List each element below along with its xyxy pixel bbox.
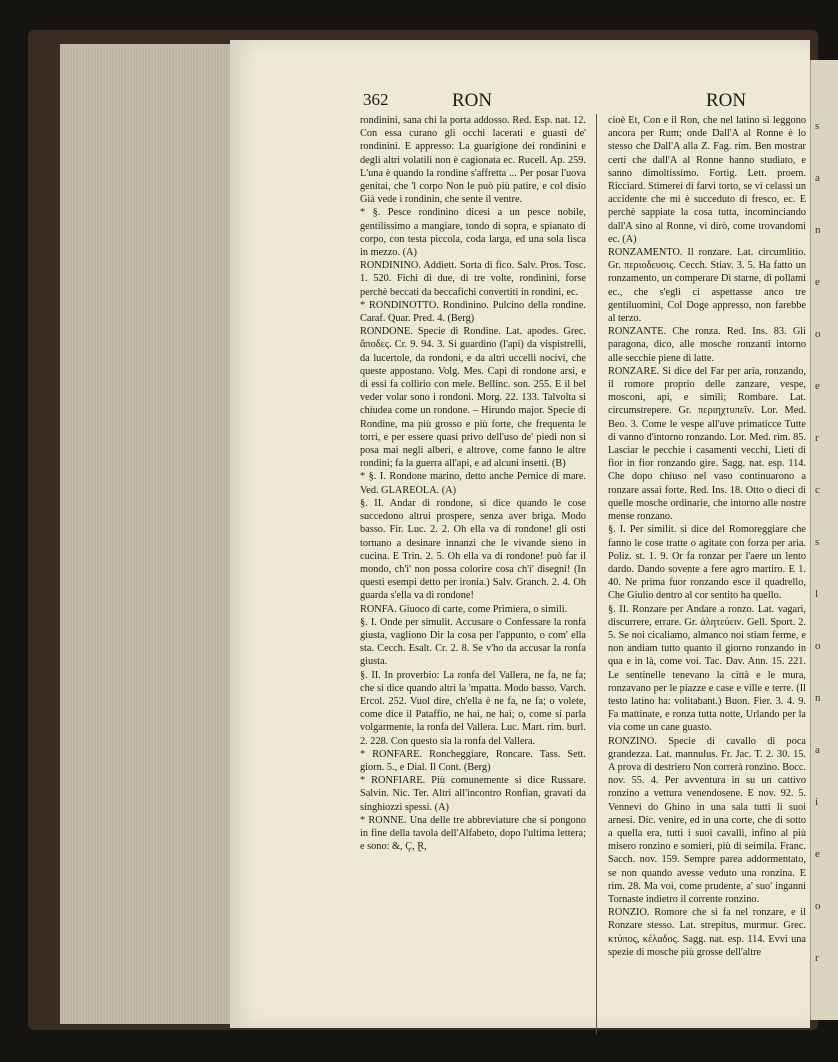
next-page-edge (810, 60, 838, 1020)
entry: §. I. Per similit. si dice del Romoreggiare che fanno le cose tratte o agitate con forza per aria. Poliz. st. 1. 9. Or fa ronzar per l'aere un lento dardo. Dando sovente a fere agro martiro. E 1. 40. Ne prima fuor ronzando esce il quadrello, Che Giulio dentro al cor sentito ha quello. (608, 524, 806, 602)
dictionary-page (230, 40, 810, 1028)
entry: RONZIO. Romore che si fa nel ronzare, e il Ronzare stesso. Lat. strepitus, murmur. Grec. κτύπος, κέλαδος. Sagg. nat. esp. 114. Evvi una spezie di mosche più grosse dell'altre (608, 907, 806, 958)
entry: RONFA. Giuoco di carte, come Primiera, o simili. (360, 603, 568, 615)
entry: §. II. In proverbio: La ronfa del Vallera, ne fa, ne fa; che si dice quando altri la 'mpatta. Modo basso. Varch. Ercol. 252. Vuol dire, ch'ella è ne fa, ne fa; o volete, come dice il Pataffio, ne hai, ne hai; o, come si parla volgarmente, la ronfa del Vallera. Luc. Mart. rim. burl. 2. 228. Con questo sia la ronfa del Vallera. (360, 669, 586, 747)
next-page-fragment: a (815, 744, 820, 756)
entry: * RONNE. Una delle tre abbreviature che si pongono in fine della tavola dell'Alfabeto, dopo l'ultima lettera; e sono: &, Ç, Ɽ, (360, 814, 586, 853)
next-page-fragment: s (815, 536, 820, 548)
entry: §. II. Andar di rondone, si dice quando le cose succedono altrui prospere, senza aver briga. Modo basso. Fir. Luc. 2. 2. Oh ella va di rondone! gli osti tornano a desinare innanzi che le vivande sieno in cucina. E Trin. 2. 5. Oh ella va di rondone! può far il mondo, ch'i' non possa colorire cosa ch'i' disegni! (In questi esempi detto per ironia.) Salv. Granch. 2. 4. Oh guarda s'ella va di rondone! (360, 497, 586, 602)
entry: * §. I. Rondone marino, detto anche Pernice di mare. Ved. GLAREOLA. (A) (360, 471, 586, 496)
next-page-fragment: i (815, 796, 819, 808)
next-page-fragment: c (815, 484, 820, 496)
next-page-fragment: s (815, 120, 820, 132)
entry: RONDININO. Addiett. Sorta di fico. Salv. Pros. Tosc. 1. 520. Fichi di due, di tre volte, rondinini, forse perchè beccati da beccafichi convertiti in rondini, ec. (360, 260, 586, 298)
entry: RONZANTE. Che ronza. Red. Ins. 83. Gli paragona, dico, alle mosche ronzanti intorno alle secchie piene di latte. (608, 326, 806, 364)
entry: cioè Et, Con e il Ron, che nel latino si leggono ancora per Rum; onde Dall'A al Ronne è lo stesso che Dall'A alla Z. Fag. rim. Ben mostrar certi che dall'A al Ronne hanno studiato, e sanno dimoltissimo. Fortig. Lett. proem. Ricciard. Stimerei di farvi torto, se vi celassi un accidente che mi è succeduto di fresco, ec. E perchè sappiate la cosa tutta, incominciando dall'A sino al Ronne, vi dirò, come trovandomi ec. (A) (608, 115, 806, 245)
next-page-fragment: n (815, 224, 821, 236)
entry: RONZAMENTO. Il ronzare. Lat. circumlitio. Gr. περιοδευσις. Cecch. Stiav. 3. 5. Ha fatto un ronzamento, un comperare Di starne, di pollami ec., che s'egli ci aspettasse anco tre gentiluomini, Col Doge appresso, non farebbe al terzo. (608, 247, 806, 325)
left-column (360, 114, 586, 853)
next-page-fragment: n (815, 692, 821, 704)
next-page-fragment: e (815, 380, 820, 392)
entry: RONZARE. Si dice del Far per aria, ronzando, il romore proprio delle zanzare, vespe, mosconi, api, e simili; Rombare. Lat. circumstrepere. Gr. περιηχτυπεῖν. Lor. Med. Beo. 3. Come le vespe all'uve primaticce Tutte di vanno d'intorno ronzando. Lor. Med. rim. 85. Lasciar le pecchie i casamenti vecchi, Lieti di fior in fior ronzando gire. Sagg. nat. esp. 114. Che dopo chiuso nel vaso continuarono a ronzare assai forte. Red. Ins. 18. Otto o dieci di quelle mosche ordinarie, che intorno alle nostre mense ronzano. (608, 365, 806, 523)
next-page-fragment: e (815, 848, 820, 860)
next-page-fragment: o (815, 640, 821, 652)
entry: RONZINO. Specie di cavallo di poca grandezza. Lat. mannulus. Fr. Jac. T. 2. 30. 15. A prova di destriero Non correrà ronzino. Bocc. nov. 55. 4. Per avventura in su un cattivo ronzino a vettura venendosene. E nov. 92. 5. Vennevi do Ghino in una sala tutti li suoi arnesi. Dic. venire, ed in una corte, che di sotto a quella era, tutti i suoi cavalli, infino al più misero ronzino e somieri, più di seimila. Franc. Sacch. nov. 159. Sempre parea addormentato, se non quando avesse veduto una ronzina. E rim. 28. Ma voi, come prudente, a' suo' inganni Tornaste indietro il corrente ronzino. (608, 735, 806, 905)
next-page-fragment: r (815, 952, 819, 964)
right-column (608, 114, 806, 959)
entry: §. I. Onde per simulit. Accusare o Confessare la ronfa giusta, vagliono Dir la cosa per l'appunto, o com' ella sta. Cecch. Esalt. Cr. 2. 8. Se v'ho da accusar la ronfa giusta. (360, 616, 586, 668)
entry: rondinini, sana chi la porta addosso. Red. Esp. nat. 12. Con essa curano gli occhi lacerati e guasti de' rondinini. E appresso: La guarigione dei rondinini e degli altri volatili non è cagionata ec. Rucell. Ap. 259. L'una è quando la rondine s'affretta ... Per posar l'uova genitai, che 'l corpo Non le può più patire, e col disio Già vede i rondinin, che sente il ventre. (360, 115, 586, 206)
entry: * RONDINOTTO. Rondinino. Pulcino della rondine. Caraf. Quar. Pred. 4. (Berg) (360, 299, 586, 325)
next-page-fragment: l (815, 588, 819, 600)
entry: §. II. Ronzare per Andare a ronzo. Lat. vagari, discurrere, errare. Gr. ἀλητεύειν. Gell. Sport. 2. 5. Se noi cicaliamo, almanco noi stiam ferme, e non andiam tutto quanto il giorno ronzando in qua e in là, come voi. Tac. Dav. Ann. 15. 221. Le sentinelle tenevano la città e le mura, ronzavano per le piazze e case e ville e terre. (Il testo latino ha: volitabant.) Buon. Fier. 3. 4. 9. Fa mattinate, e ronza tutta notte, Urlando per la via come un cane guasto. (608, 603, 806, 734)
next-page-fragment: o (815, 900, 821, 912)
column-divider (596, 114, 597, 1034)
page-number: 362 (363, 90, 389, 109)
running-head-right: RON (706, 90, 747, 111)
next-page-fragment: o (815, 328, 821, 340)
page-edges (60, 44, 233, 1024)
next-page-fragment: r (815, 432, 819, 444)
running-head-left: RON (452, 90, 493, 111)
next-page-fragment: e (815, 276, 820, 288)
entry: * RONFARE. Roncheggiare, Roncare. Tass. Sett. giorn. 5., e Dial. Il Cont. (Berg) (360, 748, 586, 773)
entry: * §. Pesce rondinino dicesi a un pesce nobile, gentilissimo a mangiare, tondo di sopra, e spianato di corpo, con testa piccola, coda larga, ed una sola lisca in mezzo. (A) (360, 207, 586, 259)
next-page-fragment: a (815, 172, 820, 184)
entry: RONDONE. Specie di Rondine. Lat. apodes. Grec. ἄποδες. Cr. 9. 94. 3. Si guardino (l'api) da vispistrelli, da lucertole, da rondoni, e da altri uccelli nocivi, che queste appostano. Volg. Mes. Capi di rondone arsi, e di essi fa collirio con mele. Bellinc. son. 255. E il bel veder volar sono i rondoni. Morg. 22. 133. Talvolta si chiudea come un rondone. – Hirundo major. Specie di Rondine, ma più grosso e più forte, che frequenta le torri, e per essere quasi privo dell'uso de' piedi non si posa mai negli alberi, e altrove, come fanno le altre rondini; fa la guerra all'api, e ad alcuni insetti. (B) (360, 326, 586, 470)
entry: * RONFIARE. Più comunemente si dice Russare. Salvin. Nic. Ter. Altri all'incontro Ronfian, gravati da singhiozzi spessi. (A) (360, 775, 586, 813)
